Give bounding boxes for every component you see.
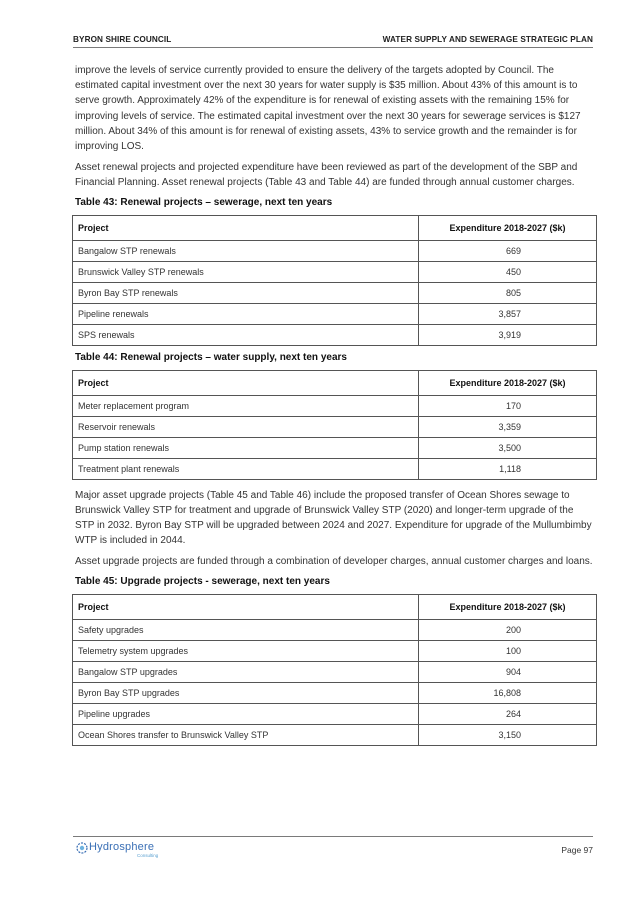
- table-row: [73, 324, 597, 345]
- table-row: [73, 703, 597, 724]
- page-header: [73, 35, 593, 47]
- cell-project: Meter replacement program: [73, 395, 419, 416]
- table-caption: Table 45: Upgrade projects - sewerage, next ten years: [75, 575, 330, 587]
- cell-project: Pump station renewals: [73, 437, 419, 458]
- body-paragraph: improve the levels of service currently provided to ensure the delivery of the targets adopted by Council. The estimated capital investment over the next 30 years for water supply is $35 million. About 43% of this amount is to serve growth. Approximately 42% of the expenditure is for renewal of existing assets with the remaining 15% for improving levels of service. The estimated capital investment over the next 30 years for sewerage services is $127 million. About 34% of this amount is for renewal of existing assets, 43% to service growth and the remainder is for improving LOS.: [75, 65, 581, 153]
- cell-expenditure: 1,118: [419, 458, 597, 479]
- table-row: [73, 724, 597, 745]
- logo-wordmark: Hydrosphere: [89, 841, 155, 853]
- header-document-title: WATER SUPPLY AND SEWERAGE STRATEGIC PLAN: [382, 35, 593, 44]
- page-body: [75, 63, 595, 746]
- footer-divider: [73, 836, 593, 837]
- table-row: [73, 682, 597, 703]
- cell-project: Brunswick Valley STP renewals: [73, 261, 419, 282]
- logo-subtitle: Consulting: [137, 853, 159, 858]
- header-organisation: BYRON SHIRE COUNCIL: [73, 35, 172, 44]
- table-header-row: [73, 215, 597, 240]
- table-row: [73, 458, 597, 479]
- table-row: [73, 395, 597, 416]
- table-row: [73, 303, 597, 324]
- table-row: [73, 261, 597, 282]
- table-row: [73, 619, 597, 640]
- cell-project: Reservoir renewals: [73, 416, 419, 437]
- cell-expenditure: 3,150: [419, 724, 597, 745]
- cell-project: Byron Bay STP upgrades: [73, 682, 419, 703]
- cell-project: Byron Bay STP renewals: [73, 282, 419, 303]
- page-number: Page 97: [561, 845, 593, 855]
- table-row: [73, 416, 597, 437]
- column-header-project: Project: [73, 594, 419, 619]
- cell-expenditure: 16,808: [419, 682, 597, 703]
- cell-project: Treatment plant renewals: [73, 458, 419, 479]
- cell-expenditure: 3,359: [419, 416, 597, 437]
- table-renewal-water-supply: [72, 370, 597, 480]
- table-header-row: [73, 594, 597, 619]
- cell-project: Telemetry system upgrades: [73, 640, 419, 661]
- cell-expenditure: 3,857: [419, 303, 597, 324]
- table-caption: Table 43: Renewal projects – sewerage, next ten years: [75, 196, 333, 208]
- cell-expenditure: 200: [419, 619, 597, 640]
- cell-expenditure: 170: [419, 395, 597, 416]
- cell-project: Safety upgrades: [73, 619, 419, 640]
- table-row: [73, 240, 597, 261]
- table-header-row: [73, 370, 597, 395]
- table-renewal-sewerage: [72, 215, 597, 346]
- table-row: [73, 282, 597, 303]
- cell-expenditure: 450: [419, 261, 597, 282]
- cell-expenditure: 904: [419, 661, 597, 682]
- cell-project: Pipeline renewals: [73, 303, 419, 324]
- table-row: [73, 437, 597, 458]
- body-paragraph: Major asset upgrade projects (Table 45 and Table 46) include the proposed transfer of Ocean Shores sewage to Brunswick Valley STP for treatment and upgrade of Brunswick Valley STP (2020) and longer-term upgrade of the STP in 2032. Byron Bay STP will be upgraded between 2024 and 2027. Expenditure for upgrade of the Mullumbimby WTP is included in 2044.: [75, 489, 592, 547]
- hydrosphere-logo-icon: [76, 842, 88, 854]
- cell-expenditure: 264: [419, 703, 597, 724]
- cell-expenditure: 100: [419, 640, 597, 661]
- body-paragraph: Asset upgrade projects are funded through a combination of developer charges, annual customer charges and loans.: [75, 556, 593, 568]
- table-upgrade-sewerage: [72, 594, 597, 746]
- cell-project: Bangalow STP renewals: [73, 240, 419, 261]
- cell-project: SPS renewals: [73, 324, 419, 345]
- cell-project: Bangalow STP upgrades: [73, 661, 419, 682]
- cell-expenditure: 669: [419, 240, 597, 261]
- cell-expenditure: 3,919: [419, 324, 597, 345]
- body-paragraph: Asset renewal projects and projected expenditure have been reviewed as part of the development of the SBP and Financial Planning. Asset renewal projects (Table 43 and Table 44) are funded through annual customer charges.: [75, 162, 578, 189]
- cell-expenditure: 3,500: [419, 437, 597, 458]
- column-header-project: Project: [73, 215, 419, 240]
- column-header-expenditure: Expenditure 2018-2027 ($k): [419, 594, 597, 619]
- table-row: [73, 640, 597, 661]
- cell-project: Pipeline upgrades: [73, 703, 419, 724]
- column-header-expenditure: Expenditure 2018-2027 ($k): [419, 370, 597, 395]
- table-row: [73, 661, 597, 682]
- column-header-project: Project: [73, 370, 419, 395]
- cell-project: Ocean Shores transfer to Brunswick Valley STP: [73, 724, 419, 745]
- header-divider: [73, 47, 593, 48]
- cell-expenditure: 805: [419, 282, 597, 303]
- column-header-expenditure: Expenditure 2018-2027 ($k): [419, 215, 597, 240]
- table-caption: Table 44: Renewal projects – water supply, next ten years: [75, 351, 347, 363]
